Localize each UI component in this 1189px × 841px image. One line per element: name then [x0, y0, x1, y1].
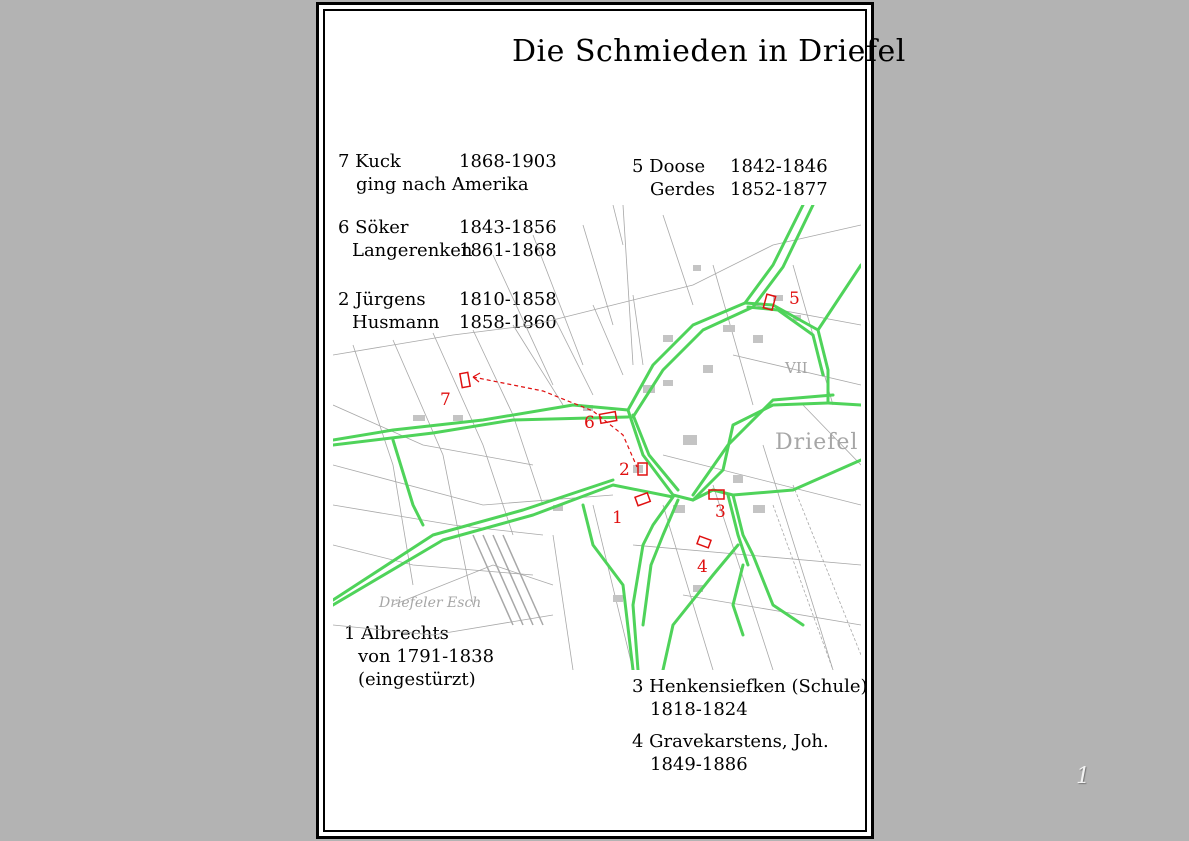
marker-number-5: 5 — [789, 289, 800, 309]
legend-name: 1 Albrechts — [344, 623, 449, 644]
legend-note: ging nach Amerika — [356, 174, 529, 195]
marker-number-3: 3 — [715, 502, 726, 522]
district-label: VII — [785, 359, 808, 377]
legend-years: 1861-1868 — [459, 240, 557, 261]
page-number: 1 — [1076, 764, 1090, 789]
marker-number-4: 4 — [697, 557, 708, 577]
legend-name: 4 Gravekarstens, Joh. — [632, 731, 829, 752]
marker-number-7: 7 — [440, 390, 451, 410]
legend-name: Gerdes — [650, 179, 716, 200]
marker-numbers — [440, 289, 800, 577]
legend-entry-7 — [338, 150, 557, 196]
smithy-marker-4 — [697, 536, 711, 548]
village-map — [333, 205, 861, 670]
legend-entry-5 — [632, 155, 828, 201]
legend-name: 2 Jürgens — [338, 289, 426, 310]
legend-name: 7 Kuck — [338, 151, 401, 172]
legend-years: 1810-1858 — [459, 289, 557, 310]
legend-years: 1843-1856 — [459, 217, 557, 238]
place-label: Driefel — [775, 430, 859, 455]
legend-years: 1858-1860 — [459, 312, 557, 333]
legend-years: 1852-1877 — [730, 179, 828, 200]
legend-entry-3 — [632, 675, 868, 721]
legend-entry-4 — [632, 730, 829, 776]
legend-name: 3 Henkensiefken (Schule) — [632, 676, 868, 697]
legend-name: Husmann — [352, 312, 440, 333]
legend-years: 1868-1903 — [459, 151, 557, 172]
marker-number-1: 1 — [612, 508, 623, 528]
legend-name: 6 Söker — [338, 217, 409, 238]
legend-name: 5 Doose — [632, 156, 706, 177]
page-title: Die Schmieden in Driefel — [512, 34, 906, 69]
smithy-marker-7 — [460, 372, 470, 387]
legend-note: (eingestürzt) — [358, 669, 476, 690]
field-label: Driefeler Esch — [379, 595, 482, 611]
marker-number-2: 2 — [619, 460, 630, 480]
legend-years: 1849-1886 — [650, 754, 748, 775]
legend-name: Langerenken — [352, 240, 473, 261]
marker-number-6: 6 — [584, 413, 595, 433]
legend-years: 1842-1846 — [730, 156, 828, 177]
smithy-marker-1 — [635, 493, 650, 506]
legend-years: 1818-1824 — [650, 699, 748, 720]
legend-years: von 1791-1838 — [358, 646, 495, 667]
